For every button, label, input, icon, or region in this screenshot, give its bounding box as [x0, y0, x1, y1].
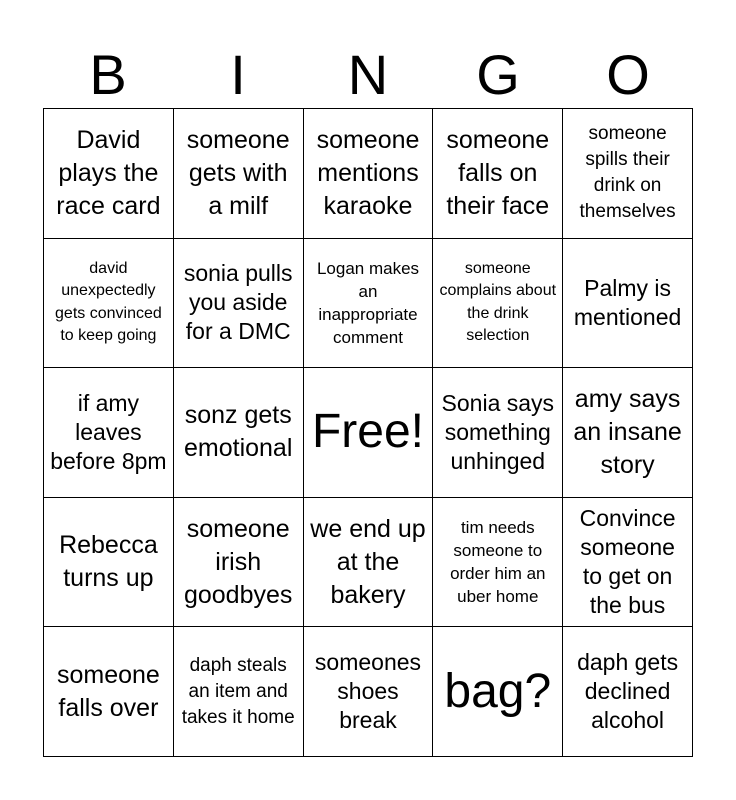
bingo-cell[interactable]: [433, 109, 563, 239]
cell-text: David plays the race card: [56, 125, 161, 220]
bingo-cell[interactable]: [174, 627, 304, 757]
bingo-cell[interactable]: [433, 239, 563, 369]
cell-text: amy says an insane story: [573, 384, 682, 479]
header-letter-g: G: [476, 43, 520, 106]
cell-text: tim needs someone to order him an uber home: [450, 518, 546, 607]
cell-text: Free!: [311, 405, 424, 459]
bingo-cell[interactable]: [44, 627, 174, 757]
cell-text: someone falls over: [56, 660, 160, 722]
cell-text: daph steals an item and takes it home: [181, 654, 295, 728]
bingo-cell[interactable]: [433, 627, 563, 757]
bingo-cell[interactable]: [304, 239, 434, 369]
cell-text: someone complains about the drink selection: [439, 259, 557, 345]
cell-text: someones shoes break: [314, 649, 422, 734]
bingo-cell[interactable]: [304, 627, 434, 757]
cell-text: Palmy is mentioned: [573, 274, 682, 330]
header-letter-n: N: [347, 43, 389, 106]
bingo-cell[interactable]: [563, 239, 693, 369]
bingo-cell[interactable]: [174, 368, 304, 498]
bingo-cell[interactable]: [433, 368, 563, 498]
bingo-cell[interactable]: [304, 109, 434, 239]
cell-text: Logan makes an inappropriate comment: [316, 258, 420, 347]
cell-text: someone mentions karaoke: [316, 125, 420, 220]
cell-text: we end up at the bakery: [310, 514, 426, 609]
cell-text: bag?: [444, 664, 552, 718]
bingo-cell[interactable]: [563, 498, 693, 628]
free-space-cell[interactable]: [304, 368, 434, 498]
cell-text: Sonia says something unhinged: [441, 389, 555, 474]
header-letter-b: B: [89, 43, 127, 106]
cell-text: someone gets with a milf: [186, 125, 290, 220]
bingo-cell[interactable]: [563, 368, 693, 498]
cell-text: someone irish goodbyes: [183, 514, 293, 609]
bingo-cell[interactable]: [304, 498, 434, 628]
cell-text: Convince someone to get on the bus: [579, 505, 676, 619]
cell-text: sonia pulls you aside for a DMC: [183, 260, 293, 345]
bingo-cell[interactable]: [44, 239, 174, 369]
bingo-cell[interactable]: [44, 109, 174, 239]
bingo-cell[interactable]: [174, 498, 304, 628]
bingo-cell[interactable]: [44, 498, 174, 628]
cell-text: david unexpectedly gets convinced to keep going: [55, 259, 162, 345]
bingo-cell[interactable]: [563, 109, 693, 239]
cell-text: daph gets declined alcohol: [577, 649, 679, 734]
cell-text: if amy leaves before 8pm: [50, 389, 167, 474]
bingo-header: [43, 42, 693, 108]
bingo-cell[interactable]: [174, 109, 304, 239]
bingo-cell[interactable]: [563, 627, 693, 757]
header-letter-i: I: [230, 43, 246, 106]
bingo-cell[interactable]: [44, 368, 174, 498]
bingo-grid: [43, 108, 693, 757]
bingo-cell[interactable]: [174, 239, 304, 369]
header-letter-o: O: [606, 43, 650, 106]
cell-text: someone falls on their face: [446, 125, 550, 220]
cell-text: Rebecca turns up: [59, 531, 158, 593]
cell-text: sonz gets emotional: [183, 401, 293, 463]
cell-text: someone spills their drink on themselves: [579, 123, 676, 223]
bingo-cell[interactable]: [433, 498, 563, 628]
